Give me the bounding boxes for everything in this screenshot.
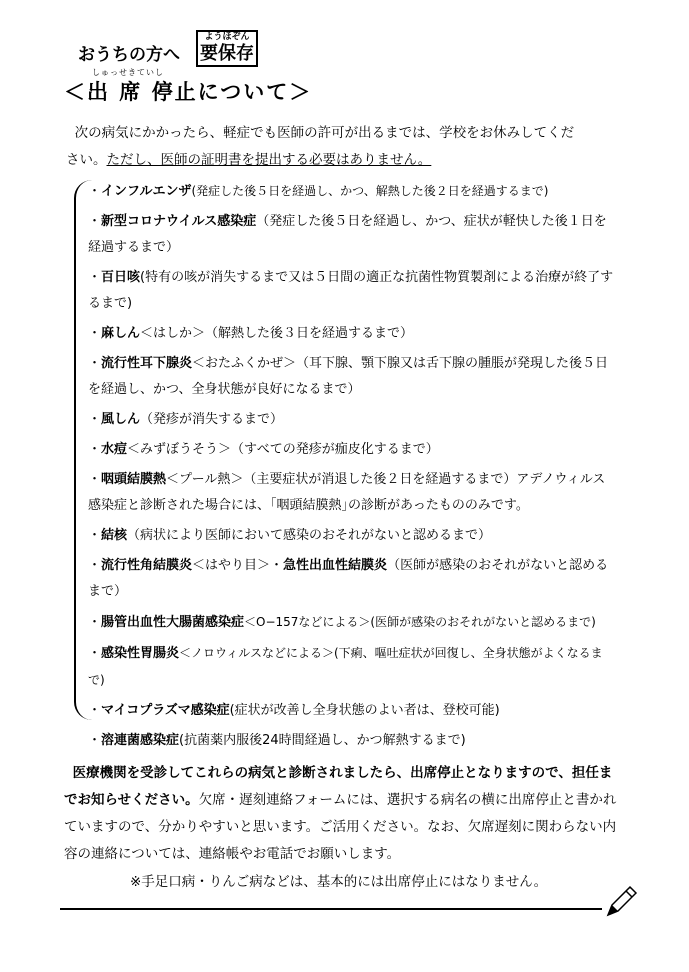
keep-stamp-ruby: ようほぞん [204,32,250,42]
list-item: ・風しん（発疹が消失するまで） [88,412,284,427]
disease-name: 水痘 [101,442,128,457]
intro-line-1: 次の病気にかかったら、軽症でも医師の許可が出るまでは、学校をお休みしてくだ [74,125,575,141]
keep-stamp-label: 要保存 [200,43,254,64]
disease-name: 風しん [101,412,141,427]
list-item: ・流行性耳下腺炎＜おたふくかぜ＞（耳下腺、顎下腺又は舌下腺の腫脹が発現した後５日を経過し、かつ、全身状態が良好になるまで） [88,356,609,397]
list-item: ・麻しん＜はしか＞（解熱した後３日を経過するまで） [88,326,414,341]
bottom-rule [60,908,602,910]
disease-detail: ＜O−157などによる＞(医師が感染のおそれがないと認めるまで) [244,615,596,629]
list-item: ・腸管出血性大腸菌感染症＜O−157などによる＞(医師が感染のおそれがないと認めるまで) [88,615,596,630]
disease-name: マイコプラズマ感染症 [101,703,230,718]
disease-detail: ＜おたふくかぜ＞（耳下腺、顎下腺又は舌下腺の腫脹が発現した後５日を経過し、かつ、全身状態が良好になるまで） [88,356,609,397]
disease-name: 麻しん [101,326,141,341]
disease-name: 百日咳 [101,270,141,285]
disease-detail: (特有の咳が消失するまで又は５日間の適正な抗菌性物質製剤による治療が終了するまで) [88,270,614,311]
disease-detail: ＜ノロウィルスなどによる＞(下痢、嘔吐症状が回復し、全身状態がよくなるまで) [88,646,603,687]
pencil-icon [604,885,638,919]
disease-detail: （発疹が消失するまで） [140,412,284,427]
keep-stamp [196,30,258,67]
list-item: ・溶連菌感染症(抗菌薬内服後24時間経過し、かつ解熱するまで) [88,733,466,748]
summary-paragraph [64,760,622,868]
disease-name: 咽頭結膜熱 [101,472,167,487]
disease-detail: （発症した後５日を経過し、かつ、症状が軽快した後１日を経過するまで） [88,214,607,255]
disease-name: 結核 [101,528,128,543]
disease-detail: ＜はやり目＞・ [192,558,284,573]
header-to-family: おうちの方へ [78,45,180,65]
list-item: ・咽頭結膜熱＜プール熱＞（主要症状が消退した後２日を経過するまで）アデノウィルス感染症と診断された場合には、｢咽頭結膜熱｣の診断があったもののみです。 [88,472,606,513]
list-item: ・マイコプラズマ感染症(症状が改善し全身状態のよい者は、登校可能) [88,703,500,718]
list-item: ・水痘＜みずぼうそう＞（すべての発疹が痂皮化するまで） [88,442,439,457]
disease-name: 腸管出血性大腸菌感染症 [101,615,245,630]
disease-name: 感染性胃腸炎 [101,646,180,661]
list-item: ・流行性角結膜炎＜はやり目＞・急性出血性結膜炎（医師が感染のおそれがないと認めるまで） [88,558,609,599]
disease-detail: （医師が感染のおそれがないと認めるまで） [88,558,609,599]
footnote: ※手足口病・りんご病などは、基本的には出席停止にはなりません。 [130,874,548,890]
list-item: ・新型コロナウイルス感染症（発症した後５日を経過し、かつ、症状が軽快した後１日を経過するまで） [88,214,607,255]
list-item: ・結核（病状により医師において感染のおそれがないと認めるまで） [88,528,492,543]
disease-list [88,178,618,758]
disease-name: 急性出血性結膜炎 [283,558,388,573]
disease-name: 溶連菌感染症 [101,733,180,748]
summary-bold: 医療機関を受診してこれらの病気と診断されましたら、出席停止となりますので、担任までお知らせください。 [64,765,613,808]
disease-name: 流行性耳下腺炎 [101,356,193,371]
disease-detail: ＜みずぼうそう＞（すべての発疹が痂皮化するまで） [127,442,439,457]
disease-detail: (発症した後５日を経過し、かつ、解熱した後２日を経過するまで) [191,184,549,198]
disease-detail: (症状が改善し全身状態のよい者は、登校可能) [229,703,500,718]
disease-detail: ＜はしか＞（解熱した後３日を経過するまで） [140,326,414,341]
disease-name: 新型コロナウイルス感染症 [101,214,257,229]
list-item: ・インフルエンザ(発症した後５日を経過し、かつ、解熱した後２日を経過するまで) [88,184,549,199]
intro-underlined: ただし、医師の証明書を提出する必要はありません。 [106,152,432,168]
disease-detail: (抗菌薬内服後24時間経過し、かつ解熱するまで) [179,733,466,748]
title-ruby: しゅっせきていし [92,68,164,77]
intro-line-2: さい。 [66,152,107,168]
disease-name: インフルエンザ [101,184,192,199]
intro-paragraph [66,120,621,174]
disease-detail: ＜プール熱＞（主要症状が消退した後２日を経過するまで）アデノウィルス感染症と診断された場合には、｢咽頭結膜熱｣の診断があったもののみです。 [88,472,606,513]
summary-rest: 欠席・遅刻連絡フォームには、選択する病名の横に出席停止と書かれていますので、分かりやすいと思います。ご活用ください。なお、欠席遅刻に関わらない内容の連絡については、連絡帳やお電話でお願いします。 [64,792,617,862]
list-item: ・感染性胃腸炎＜ノロウィルスなどによる＞(下痢、嘔吐症状が回復し、全身状態がよくなるまで) [88,646,603,687]
list-item: ・百日咳(特有の咳が消失するまで又は５日間の適正な抗菌性物質製剤による治療が終了するまで) [88,270,614,311]
disease-name: 流行性角結膜炎 [101,558,193,573]
page-title: ＜出 席 停止について＞ [64,80,313,104]
disease-detail: （病状により医師において感染のおそれがないと認めるまで） [127,528,492,543]
